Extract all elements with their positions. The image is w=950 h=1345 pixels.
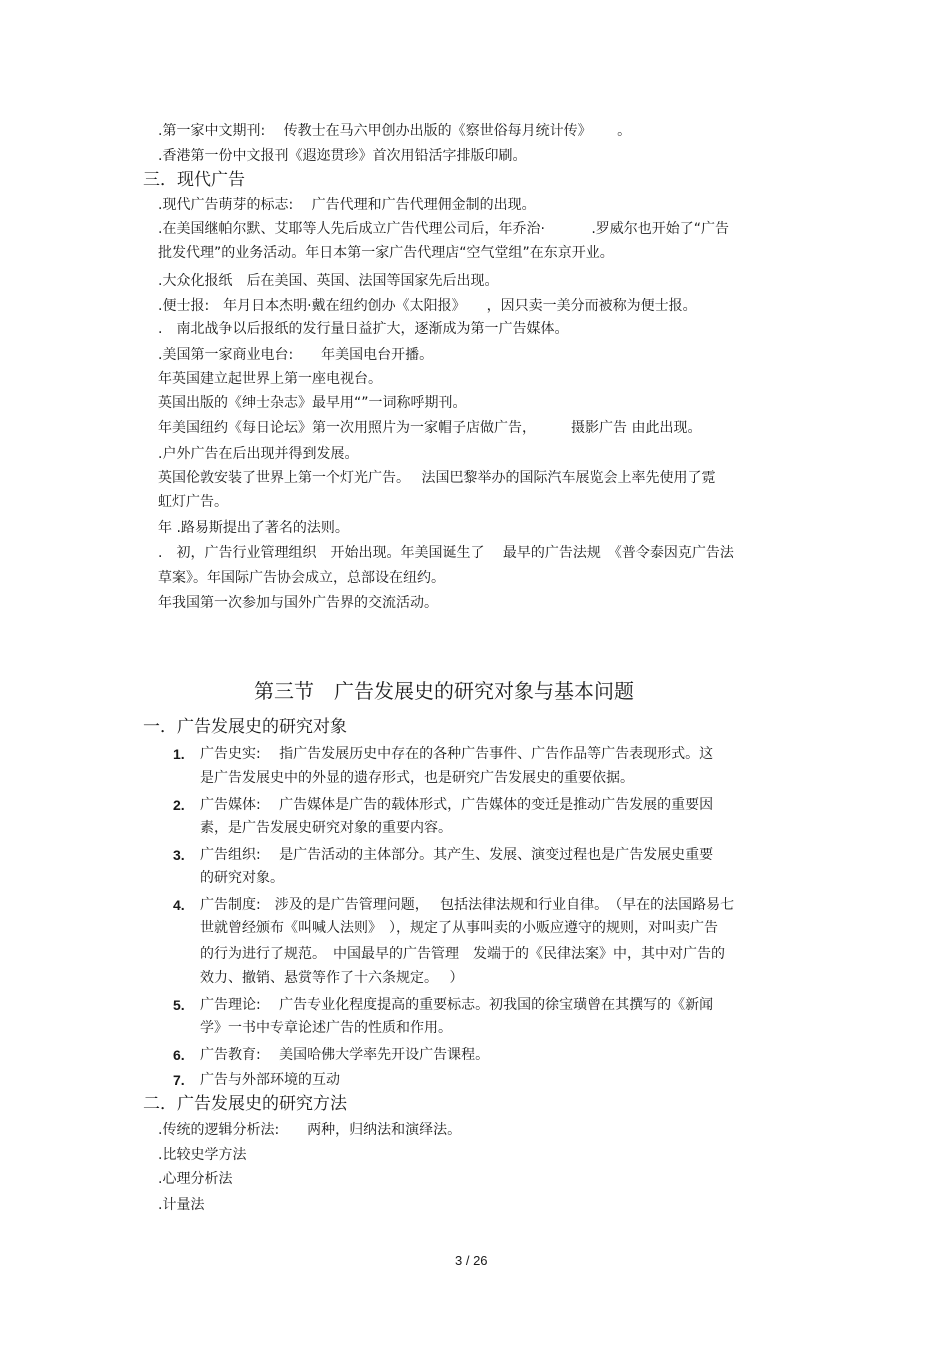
list-item-text: 广告教育: 美国哈佛大学率先开设广告课程。 <box>200 1047 490 1063</box>
page-number: 3 / 26 <box>455 1253 488 1268</box>
list-item-text: 广告制度: 涉及的是广告管理问题， 包括法律法规和行业自律。 （早在的法国路易七 <box>200 897 735 913</box>
list-number: 6. <box>173 1047 185 1063</box>
list-number: 5. <box>173 997 185 1013</box>
text-line: .心理分析法 <box>158 1171 233 1187</box>
text-line: .香港第一份中文报刊《遐迩贯珍》首次用铅活字排版印刷。 <box>158 148 527 164</box>
list-number: 7. <box>173 1072 185 1088</box>
text-line: .传统的逻辑分析法: 两种，归纳法和演绎法。 <box>158 1122 462 1138</box>
list-number: 2. <box>173 797 185 813</box>
list-item-text: 效力、撤销、悬赏等作了十六条规定。 ） <box>200 970 464 986</box>
text-line: . 初，广告行业管理组织 开始出现。年美国诞生了 最早的广告法规 《普令泰因克广告法 <box>158 545 734 561</box>
list-item-text: 广告与外部环境的互动 <box>200 1072 340 1088</box>
text-line: 草案》。年国际广告协会成立，总部设在纽约。 <box>158 570 445 586</box>
text-line: . 南北战争以后报纸的发行量日益扩大，逐渐成为第一广告媒体。 <box>158 321 569 337</box>
list-item-text: 广告理论: 广告专业化程度提高的重要标志。初我国的徐宝璜曾在其撰写的《新闻 <box>200 997 714 1013</box>
text-line: 英国伦敦安装了世界上第一个灯光广告。 法国巴黎举办的国际汽车展览会上率先使用了霓 <box>158 470 716 486</box>
text-line: .户外广告在后出现并得到发展。 <box>158 446 359 462</box>
section-heading: 二．广告发展史的研究方法 <box>143 1094 347 1114</box>
text-line: 虹灯广告。 <box>158 494 228 510</box>
list-item-text: 的行为进行了规范。 中国最早的广告管理 发端于的《民律法案》中，其中对广告的 <box>200 946 725 962</box>
text-line: .在美国继帕尔默、艾耶等人先后成立广告代理公司后，年乔治· .罗威尔也开始了“广告 <box>158 221 730 237</box>
list-item-text: 的研究对象。 <box>200 870 284 886</box>
list-item-text: 广告组织: 是广告活动的主体部分。其产生、发展、演变过程也是广告发展史重要 <box>200 847 714 863</box>
list-item-text: 广告媒体: 广告媒体是广告的载体形式，广告媒体的变迁是推动广告发展的重要因 <box>200 797 714 813</box>
list-item-text: 素，是广告发展史研究对象的重要内容。 <box>200 820 452 836</box>
text-line: .现代广告萌芽的标志: 广告代理和广告代理佣金制的出现。 <box>158 197 536 213</box>
section-heading: 三．现代广告 <box>143 170 245 190</box>
text-line: 年英国建立起世界上第一座电视台。 <box>158 371 382 387</box>
list-number: 3. <box>173 847 185 863</box>
list-item-text: 广告史实: 指广告发展历史中存在的各种广告事件、广告作品等广告表现形式。这 <box>200 746 714 762</box>
text-line: 年 .路易斯提出了著名的法则。 <box>158 520 349 536</box>
text-line: 英国出版的《绅士杂志》最早用“”一词称呼期刊。 <box>158 395 467 411</box>
text-line: 年美国纽约《每日论坛》第一次用照片为一家帽子店做广告， 摄影广告 由此出现。 <box>158 420 702 436</box>
section-heading: 一．广告发展史的研究对象 <box>143 717 347 737</box>
text-line: .计量法 <box>158 1197 205 1213</box>
text-line: .第一家中文期刊: 传教士在马六甲创办出版的《察世俗每月统计传》 。 <box>158 123 632 139</box>
text-line: .便士报: 年月日本杰明·戴在纽约创办《太阳报》 ，因只卖一美分而被称为便士报。 <box>158 298 697 314</box>
list-item-text: 是广告发展史中的外显的遗存形式，也是研究广告发展史的重要依据。 <box>200 770 634 786</box>
list-item-text: 世就曾经颁布《叫喊人法则》 ），规定了从事叫卖的小贩应遵守的规则，对叫卖广告 <box>200 920 718 936</box>
text-line: 年我国第一次参加与国外广告界的交流活动。 <box>158 595 438 611</box>
text-line: .美国第一家商业电台: 年美国电台开播。 <box>158 347 434 363</box>
list-item-text: 学》一书中专章论述广告的性质和作用。 <box>200 1020 452 1036</box>
text-line: 批发代理”的业务活动。年日本第一家广告代理店“空气堂组”在东京开业。 <box>158 245 614 261</box>
page-title: 第三节 广告发展史的研究对象与基本问题 <box>254 679 634 703</box>
list-number: 1. <box>173 746 185 762</box>
list-number: 4. <box>173 897 185 913</box>
text-line: .比较史学方法 <box>158 1147 247 1163</box>
text-line: .大众化报纸 后在美国、英国、法国等国家先后出现。 <box>158 273 499 289</box>
